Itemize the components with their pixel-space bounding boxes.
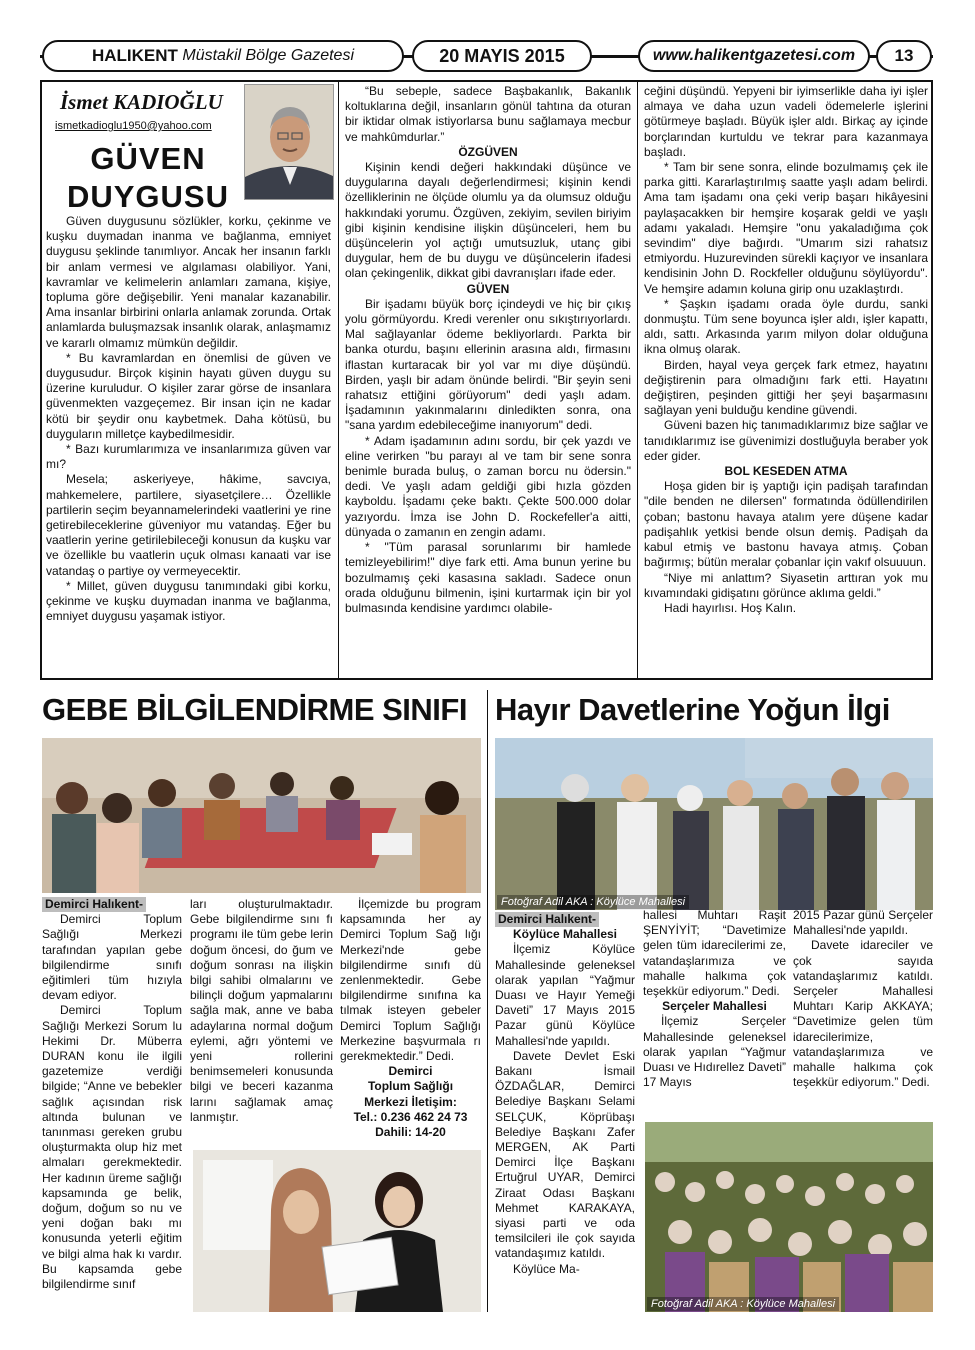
gebe-text-3 (340, 897, 481, 1145)
column-paragraph: * Bu kavramlardan en önemlisi de güven ve duygusudur. Birçok kişinin hayatı güven duygu su üzerine kuruludur. O kişiler zarar görse de insanlara güvenmekten vazgeçemez. Bir insan için ne kadar kötü bir şeydir onu kaybetmek. Daha kötüsü, bu duyguların milletçe kaybedilmesidir. (46, 350, 331, 441)
column-paragraph: Güven duygusunu sözlükler, korku, çekinme ve kuşku duymadan inanma ve bağlanma, emniyet duygusu şeklinde tanımlıyor. Ancak her insanın farklı bir anlam vermesi ve algılaması olabiliyor. Yani, kavramlar ve kelimelerin anlamları zamana, kişiye, topluma göre değişebilir. Yeni manalar kazanabilir. Ama insanlar birbirini onlarla anlamak zorunda. Ortak anlamlarda buluşmazsak insanlık olarak, anlaşmamız ve kararlı olmamız mümkün değildir. (46, 214, 331, 350)
bottom-divider (487, 690, 488, 1312)
hayir-paragraph: Davete Devlet Eski Bakanı İsmail ÖZDAĞLAR, Demirci Belediye Başkanı Selami SELÇUK, Köprübaşı Belediye Başkanı Zafer MERGEN, AK Parti Demirci İlçe Başkanı Ertuğrul UYAR, Demirci Ziraat Odası Başkanı Mehmet KARAKAYA, siyasi parti ve oda temsilcileri ile çok sayıda vatandaşımız katıldı. (495, 1048, 635, 1261)
hayir-paragraph: Davete idareciler ve çok sayıda vatandaşlarımız katıldı. Serçeler Mahallesi Muhtarı Karip AKKAYA; “Davetimize gelen tüm idarecilerimize, vatandaşlarımıza ve mahalle halkıma çok teşekkür ediyorum.” Dedi. (793, 938, 933, 1090)
column-title-line-2: DUYGUSU (66, 179, 229, 214)
column-paragraph: Kişinin kendi değeri hakkındaki düşünce ve duygularına dayalı değerlendirmesi; kişinin kendi özelliklerinin ne ölçüde olumlu ya da olumsuz olduğu hakkındaki yorumu. Özgüven, zekiyim, sevilen biriyim gibi kişinin kendisine ilişkin düşünceleri, hem bu düşüncelerin yol açtığı umutsuzluk, utanç gibi duygular, hem de bu duygu ve düşüncelerin ifadesi olan çekingenlik, dikkat gibi davranışları ifade eder. (345, 160, 631, 281)
author-email[interactable]: ismetkadioglu1950@yahoo.com (55, 120, 212, 132)
section-heading: GÜVEN (466, 281, 510, 296)
masthead-brand: HALIKENT (91, 46, 178, 65)
column-text-3 (644, 84, 928, 676)
hayir-paragraph: İlçemiz Serçeler Mahallesinde geleneksel olarak yapılan “Yağmur Duası ve Hıdırellez Daveti” 17 Mayıs (643, 1014, 786, 1090)
hayir-subhead: Köylüce Mahallesi (512, 927, 618, 942)
column-paragraph: * Tam bir sene sonra, elinde bozulmamış çek ile parka gitti. Kararlaştırılmış saatte yaşlı adam belirdi. Ama tam işadamı ona çeki verip başarı hikâyesini paylaşacakken bir hemşire koşarak geldi ve yaşlı adamı yakaladı. Hemşire "onu yakaladığıma çok sevindim" diye bağırdı. "Umarım sizi rahatsız etmiyordu. Huzurevinden sürekli kaçıyor ve insanlara kendisinin John D. Rockfeller olduğunu söylüyordu". Ve hemşire adamın koluna girip onu uzaklaştırdı. (644, 160, 928, 296)
hayir-text-2 (643, 908, 786, 1118)
gebe-contact-line: Merkezi İletişim: (364, 1094, 457, 1109)
website-url[interactable]: www.halikentgazetesi.com (652, 47, 856, 64)
hayir-subhead: Serçeler Mahallesi (662, 999, 767, 1014)
column-paragraph: * Şaşkın işadamı orada öyle durdu, sanki donmuştu. Tüm sene boyunca işler aldı, işler kapattı, aldı, sattı. Arkasında yarım milyon dolar olduğuna ikna olmuş olarak. (644, 296, 928, 357)
column-divider-1 (338, 82, 339, 678)
hayir-text-3 (793, 908, 933, 1118)
author-portrait (244, 84, 334, 200)
hayir-paragraph: Köylüce Ma- (513, 1261, 580, 1276)
column-paragraph: Bir işadamı büyük borç içindeydi ve hiç bir çıkış yolu görmüyordu. Kredi verenler onu sıkıştırıyorlardı. Mal sağlayanlar ödeme bekliyorlardı. Parkta bir banka oturdu, başını ellerinin arasına aldı, firmasını iflastan kurtaracak bir yol var mı diye düşündü. Birden, yaşlı bir adam önünde belirdi. "Bir şeyin seni rahatsız ettiğini görüyorum" dedi yaşlı adam. İşadamının yakınmalarını dinledikten sonra, ona "sana yardım edebileceğime inanıyorum" dedi. (345, 296, 631, 433)
column-title (48, 140, 248, 216)
column-paragraph: Mesela; askeriyeye, hâkime, savcıya, mahkemelere, partilere, siyasetçilere… Özellikle partilerin seçim beyannamelerindeki vaatlerini ye rine getirebileceklerine güveniyor mu vatandaş. Eğer bu vaatlerin yerine getirilebileceği konusun da kuşku var ve özellikle bu vaatlerin uçuk olması kanaati var ise vatandaş o partiye oy vermeyecektir. (46, 472, 331, 578)
hayir-paragraph: hallesi Muhtarı Raşit ŞENYİYİT; “Davetimize gelen tüm idarecilerimi ze, vatandaşlarımıza ve mahalle halkıma çok teşekkür ediyorum.” Dedi. (643, 908, 786, 999)
gebe-contact-line: Dahili: 14-20 (375, 1125, 446, 1140)
gebe-text-2 (190, 897, 333, 1145)
section-heading: ÖZGÜVEN (458, 144, 518, 159)
column-text-1 (46, 214, 331, 676)
gebe-class-photo-image (42, 738, 481, 893)
hayir-crowd-photo-image (645, 1122, 933, 1312)
gebe-paragraph: Demirci Toplum Sağlığı Merkezi tarafından yapılan gebe bilgilendirme sınıfı eğitimleri tüm hızıyla devam ediyor. (42, 912, 182, 1003)
column-text-2 (345, 84, 631, 676)
gebe-contact-line: Toplum Sağlığı (367, 1079, 454, 1094)
column-paragraph: Birden, hayal veya gerçek fark etmez, hayatını değiştirenin para olmadığını fark etti. Hayatını değiştiren, peşinden gittiği her şeyi başarmasını sağlayan yeni bulduğu kendine güvendi. (644, 357, 928, 418)
gebe-certificate-photo (193, 1150, 481, 1312)
hayir-text-1 (495, 912, 635, 1312)
gebe-headline: GEBE BİLGİLENDİRME SINIFI (42, 692, 467, 727)
column-paragraph: ceğini düşündü. Yepyeni bir iyimserlikle daha iyi işler almaya ve daha uzun vadeli ödemelerle işlerini götürmeye başladı. Büyük işler aldı. Birkaç ay içinde borçlarından kurtuldu ve tekrar para kazanmaya başladı. (644, 84, 928, 159)
page-number: 13 (894, 46, 914, 65)
hayir-photo-caption-2: Fotoğraf Adil AKA : Köylüce Mahallesi (647, 1297, 839, 1311)
hayir-paragraph: İlçemiz Köylüce Mahallesinde geleneksel olarak yapılan “Yağmur Duası ve Hayır Yemeği Daveti” 17 Mayıs 2015 Pazar günü Köylüce Mahallesi'nde yapıldı. (495, 942, 635, 1048)
column-paragraph: Hoşa giden bir iş yaptığı için padişah tarafından "dile benden ne dilersen" formatında ödüllendirilen çoban; bastonu havaya atalım yere düşene kadar padişahlık yetkisi bende olsun demiş. Padişah da kabul etmiş ve bastonu havaya atmış. Çoban bağırmış; bütün meralar çobanlar için vakıf olsuuuun. (644, 479, 928, 570)
gebe-tag-line (42, 897, 182, 912)
hayir-headline: Hayır Davetlerine Yoğun İlgi (495, 692, 890, 727)
gebe-paragraph: ları oluşturulmaktadır. Gebe bilgilendirme sını fı programı ile tüm gebe lerin doğum öncesi, do ğum ve doğum sonrası na ilişkin bilgi sahibi olmalarını ve bilinçli doğum yapmalarını sağla mak, anne ve baba adaylarına normal doğum eylemi, ağrı yöntemi ve yeni rollerini benimsemeleri konusunda bilgi ve beceri kazanma larını sağlamak amaç lanmıştır. (190, 897, 333, 1124)
page-number-pill (876, 40, 932, 72)
column-paragraph: “Niye mi anlattım? Siyasetin arttıran yok mu kıvamındaki gidişatını görünce aklıma geldi.” (644, 570, 928, 600)
author-name: İsmet KADIOĞLU (60, 90, 223, 114)
masthead-subtitle: Müstakil Bölge Gazetesi (182, 47, 355, 64)
hayir-dignitaries-photo-image (495, 738, 933, 910)
gebe-paragraph: Demirci Toplum Sağlığı Merkezi Sorum lu Hekimi Dr. Müberra DURAN konu ile ilgili gazetemize verdiği bilgide; “Anne ve bebekler sağlık açısından risk altında bulunan ve tanınması gereken grubu oluşturmakta olup hiz met almaları gerekmektedir. Her kadının üreme sağlığı kapsamında ge belik, doğum, doğum so nu ve yeni doğan bakı mı konusunda yeterli eğitim ve bilgi alma hak kı vardır. Bu kapsamda gebe bilgilendirme sınıf (42, 1003, 182, 1292)
hayir-tag-line (495, 912, 635, 927)
gebe-contact-line: Tel.: 0.236 462 24 73 (353, 1109, 468, 1124)
gebe-class-photo (42, 738, 481, 893)
section-heading: BOL KESEDEN ATMA (724, 464, 848, 479)
url-pill (638, 40, 870, 72)
column-title-line-1: GÜVEN (90, 141, 206, 176)
column-paragraph: * "Tüm parasal sorunlarımı bir hamlede temizleyebilirim!" diye fark etti. Ama bunun yerine bu bozulmamış çeki kasasına sakladı. Sadece onun orada olduğunu bilmenin, işini kurtarmak için bir yol bulmasında kendisine yardımcı olabile- (345, 540, 631, 615)
author-portrait-image (245, 85, 334, 200)
column-paragraph: Güveni bazen hiç tanımadıklarımız bize sağlar ve tanıdıklarımız ise güvenimizi dostluğuyla beraber yok eder gider. (644, 418, 928, 463)
issue-date: 20 MAYIS 2015 (439, 45, 565, 66)
column-paragraph: * Bazı kurumlarımıza ve insanlarımıza güven var mı? (46, 442, 331, 472)
masthead-pill (42, 40, 404, 72)
column-divider-2 (637, 82, 638, 678)
hayir-source-tag: Demirci Halıkent- (495, 912, 599, 927)
column-paragraph: “Bu sebeple, sadece Başbakanlık, Bakanlık koltuklarına değil, insanların gönül tahtına da oturan bir iktidar olmak istiyorlarsa bunu sağlamaya mecbur ve mahkûmdurlar.” (345, 84, 631, 144)
gebe-paragraph: İlçemizde bu program kapsamında her ay Demirci Toplum Sağ lığı Merkezi'nde gebe bilgilendirme sınıfı dü zenlenmektedir. Gebe bilgilendirme sınıfına ka tılmak isteyen gebeler Demirci Toplum Sağlığı Merkezine başvurmala rı gerekmektedir.” Dedi. (340, 897, 481, 1064)
date-pill (412, 40, 592, 72)
column-paragraph: * Adam işadamının adını sordu, bir çek yazdı ve eline verirken "bu parayı al ve tam bir sene sonra benimle burada buluş, o zaman borcu nu ödersin." dedi. Ve yaşlı adam geldiği gibi hızla gözden kayboldu. İşadamı çeke baktı. Çekte 500.000 dolar yazıyordu. İmza ise John D. Rockefeller'a aitti, dünyada o zamanın en zengin adamı. (345, 433, 631, 539)
hayir-photo-caption-1: Fotoğraf Adil AKA : Köylüce Mahallesi (497, 895, 689, 909)
column-paragraph: Hadi hayırlısı. Hoş Kalın. (664, 600, 797, 615)
hayir-dignitaries-photo (495, 738, 933, 910)
gebe-certificate-photo-image (193, 1150, 481, 1312)
hayir-crowd-photo (645, 1122, 933, 1312)
hayir-paragraph: 2015 Pazar günü Serçeler Mahallesi'nde yapıldı. (793, 908, 933, 938)
gebe-contact-line: Demirci (388, 1064, 433, 1079)
gebe-text-1 (42, 897, 182, 1312)
gebe-source-tag: Demirci Halıkent- (42, 897, 146, 912)
column-paragraph: * Millet, güven duygusu tanımındaki gibi korku, çekinme ve kuşku duymadan inanma ve bağlanma, emniyet duygusu yaşamak istiyor. (46, 578, 331, 624)
